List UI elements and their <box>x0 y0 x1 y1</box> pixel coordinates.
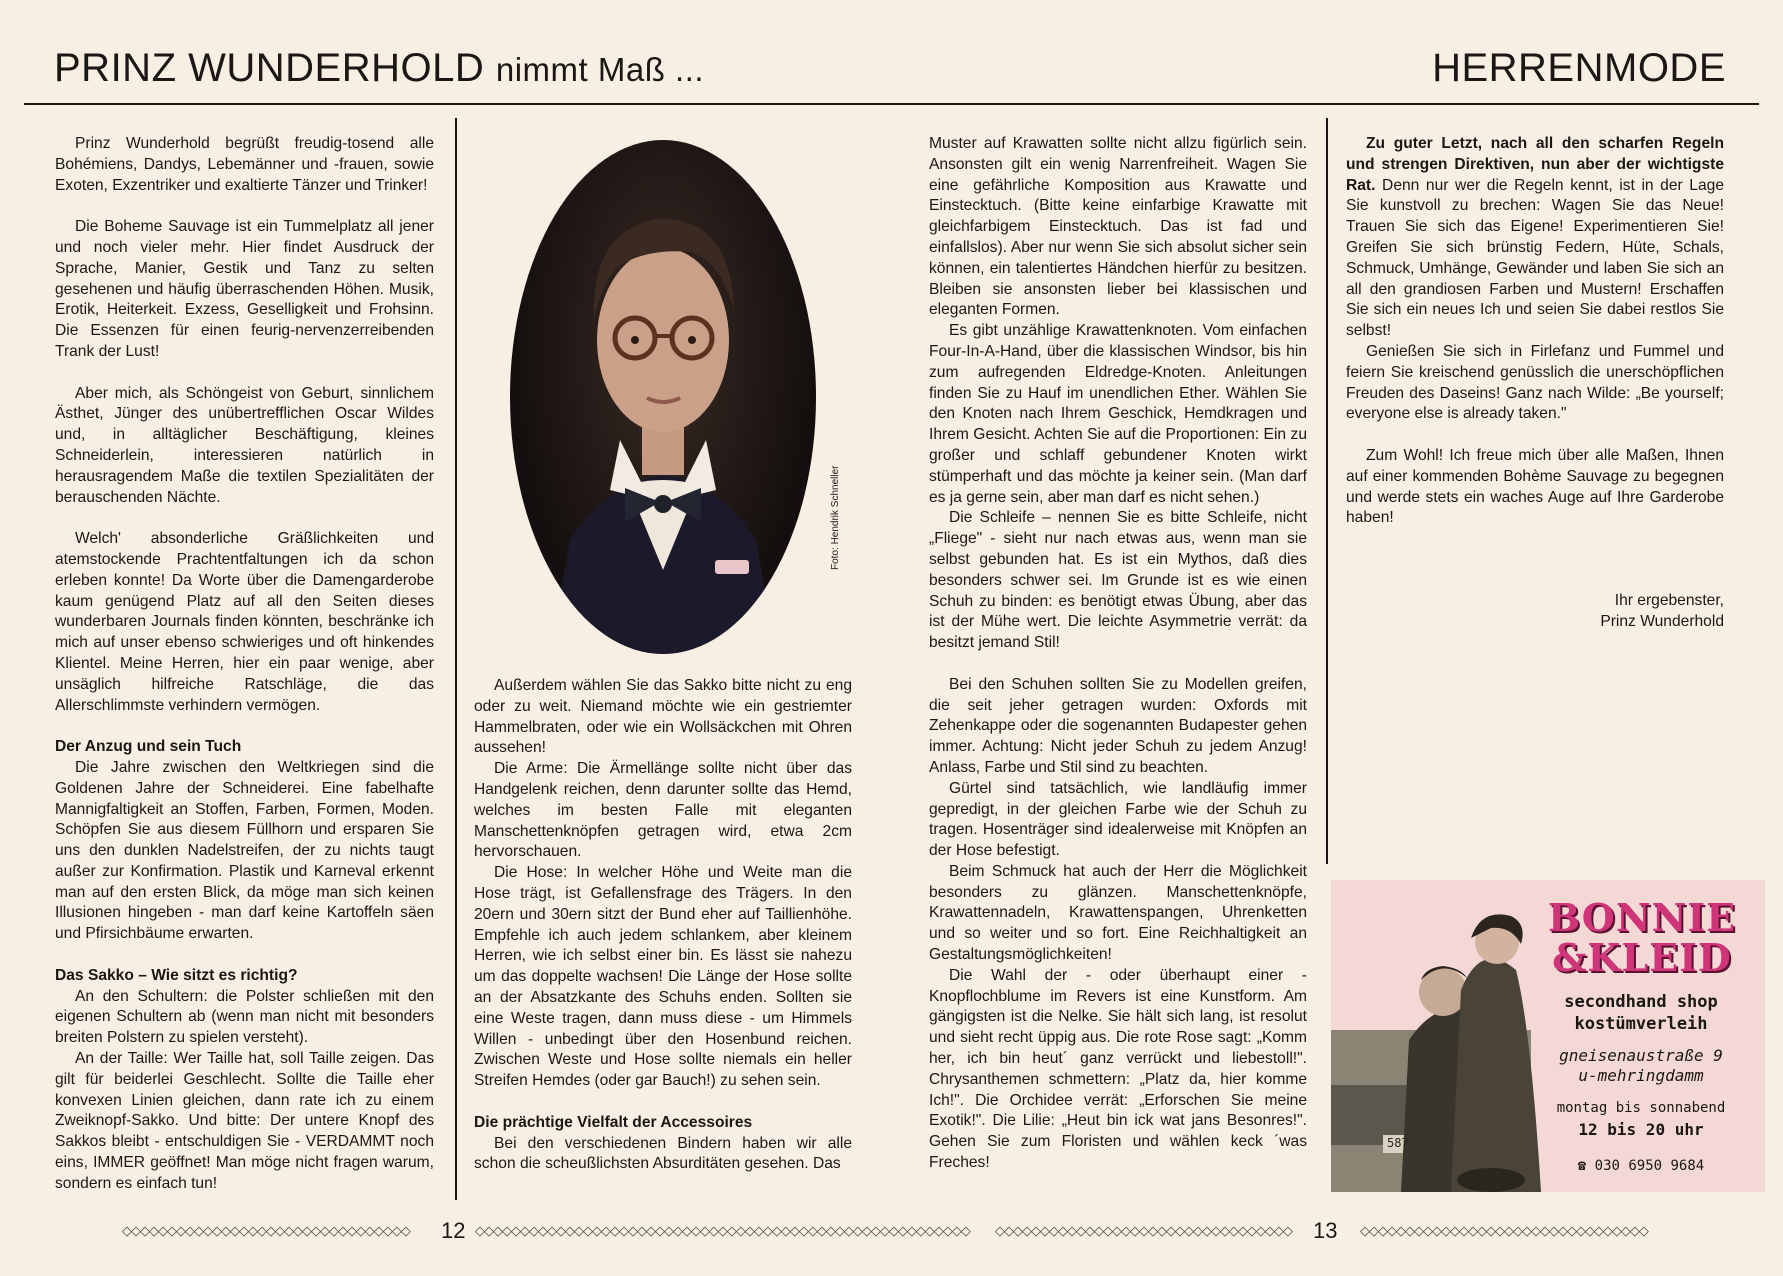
paragraph: Die Boheme Sauvage ist ein Tummelplatz all jener und noch vieler mehr. Hier findet Ausdruck der Sprache, Manier, Gestik und Tanz zu selten gesehenen und häufig überraschenden Höhen. Musik, Erotik, Heiterkeit. Exzess, Geselligkeit und Frohsinn. Die Essenzen für einen feurig-nervenzerreibenden Trank der Lust! <box>55 218 434 360</box>
footer-ornament-left: ◇◇◇◇◇◇◇◇◇◇◇◇◇◇◇◇◇◇◇◇◇◇◇◇◇◇◇◇◇◇◇◇ <box>122 1223 410 1238</box>
phone-number: 030 6950 9684 <box>1594 1158 1705 1174</box>
ad-tagline: kostümverleih <box>1574 1014 1708 1034</box>
brand-logo <box>1531 895 1753 980</box>
paragraph: Beim Schmuck hat auch der Herr die Möglichkeit besonders zu glänzen. Manschettenknöpfe, Krawattennadeln, Krawattenspangen, Uhrenketten und so weiter und so fort. Eine Reichhaltigkeit an Gestaltungsmöglichkeiten! <box>929 862 1307 964</box>
paragraph: An den Schultern: die Polster schließen mit den eigenen Schultern ab (wenn man nicht mit besonders breiten Polstern zu spielen versteht). <box>55 987 434 1047</box>
page-title <box>54 44 704 94</box>
footer-ornament-right: ◇◇◇◇◇◇◇◇◇◇◇◇◇◇◇◇◇◇◇◇◇◇◇◇◇◇◇◇◇◇◇◇ <box>1360 1223 1648 1238</box>
footer-ornament-center-right: ◇◇◇◇◇◇◇◇◇◇◇◇◇◇◇◇◇◇◇◇◇◇◇◇◇◇◇◇◇◇◇◇◇ <box>995 1223 1292 1238</box>
paragraph: Aber mich, als Schöngeist von Geburt, sinnlichem Ästhet, Jünger des unübertrefflichen Oscar Wildes und, in alltäglicher Beschäftigung, kleines Schneiderlein, interessieren natürlich in herausragendem Maße die textilen Spezialitäten der berauschenden Nächte. <box>55 384 434 506</box>
paragraph: Prinz Wunderhold begrüßt freudig-tosend alle Bohémiens, Dandys, Lebemänner und -frauen, sowie Exoten, Exzentriker und exaltierte Tänzer und Trinker! <box>55 135 434 194</box>
article-column-3 <box>929 134 1307 1174</box>
ad-address: gneisenaustraße 9 <box>1559 1046 1723 1065</box>
paragraph: Außerdem wählen Sie das Sakko bitte nicht zu eng oder zu weit. Niemand möchte wie ein gestriemter Hammelbraten, oder wie ein Wollsäckchen mit Ohren aussehen! <box>474 677 852 757</box>
signature-line: Ihr ergebenster, <box>1614 592 1724 610</box>
brand-line: BONNIE <box>1547 895 1737 940</box>
portrait-illustration <box>510 140 816 654</box>
paragraph <box>1346 134 1724 342</box>
paragraph-text: Denn nur wer die Regeln kennt, ist in der Lage Sie kunstvoll zu brechen: Wagen Sie das Neue! Trauen Sie sich das Eigene! Experimentieren Sie! Greifen Sie sich brünstig Federn, Hüte, Schals, Schmuck, Umhänge, Gewänder und laben Sie sich an all den grandiosen Farben und Mustern! Erschaffen Sie sich ein neues Ich und seien Sie dabei restlos Sie selbst! <box>1346 176 1724 340</box>
footer-ornament-center-left: ◇◇◇◇◇◇◇◇◇◇◇◇◇◇◇◇◇◇◇◇◇◇◇◇◇◇◇◇◇◇◇◇◇◇◇◇◇◇◇◇◇◇◇◇◇◇◇◇◇◇◇◇◇◇◇ <box>475 1223 970 1238</box>
signature-name: Prinz Wunderhold <box>1600 612 1724 630</box>
column-divider-left <box>455 118 457 1200</box>
ad-phone <box>1521 1158 1761 1174</box>
ad-hours-time: 12 bis 20 uhr <box>1578 1120 1704 1139</box>
paragraph: Bei den verschiedenen Bindern haben wir alle schon die scheußlichsten Absurditäten gesehen. Das <box>474 1134 852 1173</box>
page-number-right: 13 <box>1313 1218 1338 1243</box>
paragraph: Die Jahre zwischen den Weltkriegen sind die Goldenen Jahre der Schneiderei. Eine fabelhafte Mannigfaltigkeit an Stoffen, Farben, Formen, Moden. Schöpfen Sie aus diesem Füllhorn und ersparen Sie uns den dunklen Nadelstreifen, der zu nichts taugt außer zur Konfirmation. Plastik und Karneval erkennt man auf den ersten Blick, da möge man sich keinen Illusionen hingeben - man darf keine Kartoffeln säen und Pfirsichbäume erwarten. <box>55 758 434 943</box>
paragraph: Gürtel sind tatsächlich, wie landläufig immer gepredigt, in der gleichen Farbe wie der Schuh zu tragen. Hosenträger sind idealerweise mit Knöpfen an der Hose befestigt. <box>929 779 1307 860</box>
paragraph: Die Schleife – nennen Sie es bitte Schleife, nicht „Fliege" - sieht nur nach etwas aus, wenn man sie selbst gebunden hat. Es ist ein Mythos, daß dies besonders schwer sei. Im Grunde ist es wie einen Schuh zu binden: es benötigt etwas Übung, aber das ist der Mühe wert. Die leichte Asymmetrie verrät: da besitzt jemand Stil! <box>929 509 1307 652</box>
paragraph: Muster auf Krawatten sollte nicht allzu figürlich sein. Ansonsten gilt ein wenig Narrenfreiheit. Wagen Sie eine gefährliche Komposition aus Krawatte und Einstecktuch. (Bitte keine einfarbige Krawatte mit gleichfarbigem Einstecktuch. Das ist fad und einfallslos). Aber nur wenn Sie sich absolut sicher sein können, ein talentiertes Händchen hierfür zu besitzen. Bleiben sie ansonsten lieber bei klassischen und eleganten Formen. <box>929 135 1307 319</box>
paragraph: Die Wahl der - oder überhaupt einer - Knopflochblume im Revers ist eine Kunstform. Am gängigsten ist die Nelke. Sie hält sich lang, ist resolut und sieht recht üppig aus. Die rote Rose sagt: „Komm her, ich bin heut´ ganz verrückt und liebestoll!". Chrysanthemen schmettern: „Platz da, hier komme Ich!". Die Orchidee verrät: „Erforschen Sie meine Exotik!". Die Lilie: „Heut bin ick wat jans Besonres!". Gehen Sie zum Floristen und wählen keck ´was Freches! <box>929 966 1307 1172</box>
paragraph: Es gibt unzählige Krawattenknoten. Vom einfachen Four-In-A-Hand, über die klassischen Windsor, bis hin zum aufregenden Eldredge-Knoten. Anleitungen finden Sie zu Hauf im unendlichen Ether. Wählen Sie den Knoten nach Ihrem Geschick, Hemdkragen und Ihrem Gesicht. Achten Sie auf die Proportionen: Ein zu großer und schlaff gebundener Knoten wirkt stümperhaft und das möchte ja keiner sein. (Man darf es ja gerne sein, aber man darf es nicht sehen.) <box>929 322 1307 506</box>
section-heading: Das Sakko – Wie sitzt es richtig? <box>55 966 298 984</box>
paragraph: Genießen Sie sich in Firlefanz und Fummel und feiern Sie kreischend genüsslich die unerschöpflichen Freuden des Daseins! Ganz nach Wilde: „Be yourself; everyone else is already taken." <box>1346 342 1724 423</box>
phone-icon: ☎ <box>1577 1158 1587 1174</box>
emphasis-text: Zu guter Letzt, nach all den scharfen Regeln und strengen Direktiven, nun aber der wichtigste Rat. <box>1346 135 1724 194</box>
paragraph: Die Arme: Die Ärmellänge sollte nicht über das Handgelenk reichen, denn darunter sollte das Hemd, welches im besten Falle mit eleganten Manschettenknöpfen getragen wird, etwa 2cm hervorschauen. <box>474 760 852 861</box>
photo-credit: Foto: Hendrik Schneller <box>830 465 841 570</box>
title-sub: nimmt Maß ... <box>495 51 705 88</box>
paragraph: Welch' absonderliche Gräßlichkeiten und atemstockende Prachtentfaltungen ich da schon erleben konnte! Da Worte über die Damengarderobe kaum genügend Platz auf all den Seiten dieses wunderbaren Journals finden könnten, beschränke ich mich auf unser ebenso schwieriges und oft hinkendes Klientel. Meine Herren, hier ein paar wenige, aber unsäglich hilfreiche Ratschläge, die das Allerschlimmste verhindern vermögen. <box>55 530 434 714</box>
header-rule <box>24 103 1759 105</box>
paragraph: An der Taille: Wer Taille hat, soll Taille zeigen. Das gilt für beiderlei Geschlecht. Sollte die Taille eher konvexen Linien gleichen, dann rate ich zu einem Zweiknopf-Sakko. Und bitte: Der untere Knopf des Sakkos bleibt - entschuldigen Sie - VERDAMMT noch eins, IMMER geöffnet! Man möge nicht fragen warum, sondern es einfach tun! <box>55 1050 434 1192</box>
section-title: HERRENMODE <box>1432 46 1726 90</box>
paragraph: Zum Wohl! Ich freue mich über alle Maßen, Ihnen auf einer kommenden Bohème Sauvage zu begegnen und werde stets ein waches Auge auf Ihre Garderobe haben! <box>1346 446 1724 527</box>
section-heading: Die prächtige Vielfalt der Accessoires <box>474 1113 753 1131</box>
paragraph: Bei den Schuhen sollten Sie zu Modellen greifen, die seit jeher getragen wurden: Oxfords mit Zehenkappe oder die sogenannten Budapester gehen immer. Achtung: Nicht jeder Schuh zu jedem Anzug! Anlass, Farbe und Stil sind zu beachten. <box>929 675 1307 776</box>
brand-line: &KLEID <box>1552 935 1732 980</box>
ad-hours-days: montag bis sonnabend <box>1556 1100 1726 1116</box>
article-column-1 <box>55 134 434 1195</box>
license-plate: 587 <box>1387 1136 1409 1150</box>
paragraph: Die Hose: In welcher Höhe und Weite man die Hose trägt, ist Gefallensfrage des Trägers. In den 20ern und 30ern sitzt der Bund eher auf Taillienhöhe. Empfehle ich auch jedem schlankem, aber kleinem Herren, wie ich selbst einer bin. Es lässt sie nahezu um das doppelte wachsen! Die Länge der Hose sollte an der Absatzkante des Schuhs enden. Sollten sie eine Weste tragen, dann muss diese - um Himmels Willen - unbedingt über den Hosenbund reichen. Zwischen Weste und Hose sollte niemals ein heller Streifen Hemdes (oder gar Bauch!) zu sehen sein. <box>474 864 852 1090</box>
article-column-2 <box>474 676 852 1175</box>
ad-address: u-mehringdamm <box>1578 1066 1704 1085</box>
article-column-4 <box>1346 134 1724 633</box>
column-divider-right <box>1326 118 1328 864</box>
title-main: PRINZ WUNDERHOLD <box>54 46 485 90</box>
portrait-photo <box>510 140 816 654</box>
section-heading: Der Anzug und sein Tuch <box>55 738 242 756</box>
advertisement <box>1331 880 1765 1192</box>
page-number-left: 12 <box>441 1218 466 1243</box>
ad-tagline: secondhand shop <box>1564 992 1718 1012</box>
